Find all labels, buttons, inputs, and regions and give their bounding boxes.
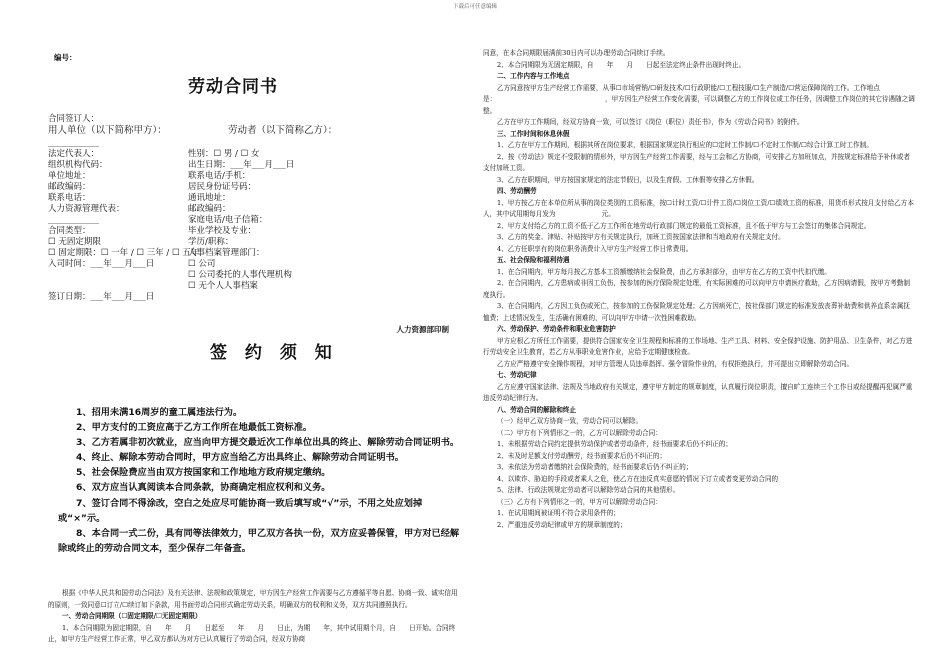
- notice-item: 7、签订合同不得涂改，空白之处应尽可能协商一致后填写或“√”示，不用之处应划掉或“×”示。: [58, 497, 423, 524]
- form-field-label: 签订日期：___年___月___日: [48, 291, 155, 302]
- form-field-label: 合同类型：: [48, 225, 91, 236]
- form-field-label: 家庭电话/电子信箱：: [188, 214, 268, 225]
- form-field-label: 邮政编码：: [48, 181, 91, 192]
- notice-item: 2、甲方支付的工资应高于乙方工作所在地最低工资标准。: [76, 422, 313, 434]
- paragraph: 1、甲方按乙方在本单位所从事的岗位类别的工资标准，按☐计时工资/☐计件工资/☐岗位工资/☐绩效工资的标准，用货币形式按月支付给乙方本人，其中试用期每月发为 元。: [483, 198, 914, 218]
- notice-item: 4、终止、解除本劳动合同时，甲方应当给乙方出具终止、解除劳动合同证明书。: [76, 452, 404, 464]
- form-row: [48, 171, 463, 182]
- notice-item: 1、招用未满16周岁的童工属违法行为。: [76, 407, 243, 418]
- form-row: [48, 204, 463, 215]
- section-heading: 二、工作内容与工作地点: [497, 72, 570, 80]
- form-field-label: ☐ 无固定期限: [48, 236, 101, 247]
- form-row: [48, 193, 463, 204]
- paragraph: 乙方在甲方工作期间，经双方协商一致，可以签订《岗位（职位）责任书》，作为《劳动合同书》的附件。: [497, 118, 804, 126]
- form-field-label: 居民身份证号码：: [188, 181, 257, 192]
- form-field-label: 出生日期：___年___月___日: [188, 159, 295, 170]
- section-heading: 八、劳动合同的解除和终止: [497, 405, 577, 414]
- form-field-label: 组织机构代码：: [48, 159, 108, 170]
- form-row: [48, 292, 463, 303]
- paragraph: 5、法律、行政法规规定劳动者可以解除劳动合同的其他情形。: [497, 486, 680, 494]
- paragraph: 2、未及时足额支付劳动酬劳，经书面要求后仍不纠正的；: [497, 451, 667, 460]
- notice-item: 5、社会保险费应当由双方按国家和工作地地方政府规定缴纳。: [76, 467, 331, 479]
- paragraph: 3、在合同期内，乙方因工负伤或死亡，按参加的工伤保险规定处理；乙方因病死亡，按社保部门规定的标准发放丧葬补助费和供养直系亲属抚恤费；上述情况发生，生活确有困难的，可以向甲方申请一次性困难救助。: [483, 302, 911, 322]
- form-field-label: ☐ 固定期限：☐ 一年 / ☐ 三年 / ☐ 五年: [48, 247, 200, 258]
- form-field-label: 入司时间：___年___月___日: [48, 258, 155, 269]
- paragraph: 1、本合同期限为固定期限，自 年 月 日起至 年 月 日止，为期 年，其中试用期个月，自 日开始。合同终止，如甲方生产经营工作正常，甲乙双方都认为对方已认真履行了劳动合同，经双方协商: [48, 623, 456, 643]
- form-row: [48, 138, 463, 149]
- paragraph: 2、按《劳动法》规定不受限制的情形外，甲方因生产经营工作需要，经与工会和乙方协商，可安排乙方加班加点，并按规定标准给予补休或者支付加班工资。: [483, 152, 911, 172]
- form-field-label: 邮政编码：: [188, 203, 231, 214]
- paragraph: 1、在合同期内，甲方每月按乙方基本工资额缴纳社会保险费，由乙方承担部分，由甲方在乙方的工资中代扣代缴。: [497, 267, 831, 276]
- form-field-label: ____________: [48, 137, 99, 148]
- form-field-label: 联系电话：: [48, 192, 91, 203]
- form-row: [48, 215, 463, 226]
- contract-terms-start: [48, 588, 463, 646]
- paragraph: 2、甲方支付给乙方的工资不低于乙方工作所在地劳动行政部门规定的最低工资标准，且不低于甲方与工会签订的集体合同规定。: [497, 221, 871, 230]
- section-heading: 六、劳动保护、劳动条件和职业危害防护: [497, 325, 616, 333]
- form-field-label: ☐ 公司委托的人事代理机构: [188, 269, 292, 280]
- paragraph: （一）经甲乙双方协商一致，劳动合同可以解除。: [497, 417, 643, 425]
- contract-number-label: 编号：: [54, 53, 77, 62]
- form-row: [48, 248, 463, 259]
- paragraph: （三）乙方有下列情形之一的，甲方可以解除劳动合同：: [497, 497, 662, 506]
- paragraph: 3、乙方的奖金、津贴、补贴按甲方有关规定执行，加班工资按国家法律和当地政府有关规定支付。: [497, 233, 785, 241]
- form-row: [48, 149, 463, 160]
- section-heading: 四、劳动酬劳: [497, 187, 537, 195]
- paragraph: 乙方同意按甲方生产经营工作需要，从事☐市场营销/☐研发技术/☐行政职能/☐工程技服/☐生产制造/☐营运保障岗的工作。工作地点是： ，甲方因生产经营工作变化需要，可以调整乙方的工作岗位或工作任务，因调整工作岗位的其它待遇随之调整。: [483, 83, 915, 115]
- notice-item: 8、本合同一式二份，具有同等法律效力，甲乙双方各执一份，双方应妥善保管，甲方对已经解除或终止的劳动合同文本，至少保存二年备查。: [58, 527, 460, 554]
- law-intro: 根据《中华人民共和国劳动合同法》及有关法律、法规和政策规定，甲方因生产经营工作需要与乙方遵循平等自愿、协商一致、诚实信用的原则，一致同意☐订立/☐续订如下条款，用书面劳动合同形式确定劳动关系，明确双方的权利和义务，双方共同遵照执行。: [48, 589, 458, 609]
- notice-title: 签 约 须 知: [210, 343, 338, 363]
- form-field-label: 通讯地址：: [188, 192, 231, 203]
- form-field-label: 用人单位（以下简称甲方）：: [48, 125, 167, 136]
- form-row: [48, 182, 463, 193]
- form-field-label: 合同签订人：: [48, 114, 100, 124]
- form-field-label: 法定代表人：: [48, 148, 100, 159]
- section-heading: 一、劳动合同期限（☐固定期限/☐无固定期限）: [62, 612, 202, 620]
- form-row: [48, 270, 463, 281]
- form-row: [48, 114, 463, 125]
- paragraph: 1、在试用期间被证明不符合录用条件的；: [497, 509, 620, 517]
- form-field-label: 劳动者（以下简称乙方）：: [228, 125, 338, 136]
- form-row: [48, 281, 463, 292]
- form-field-label: ____________: [48, 214, 99, 225]
- form-row: [48, 259, 463, 270]
- form-field-label: 性别：☐ 男 / ☐ 女: [188, 148, 260, 159]
- paragraph: 3、乙方在职期间，甲方按国家规定的法定节假日，以及生育假、工休假等安排乙方休假。: [497, 175, 759, 184]
- contract-terms-page: [483, 48, 915, 531]
- notice-item: 3、乙方若属非初次就业，应当向甲方提交最近次工作单位出具的终止、解除劳动合同证明书。: [76, 437, 460, 449]
- paragraph: （二）甲方有下列情形之一的，乙方可以解除劳动合同：: [497, 428, 662, 437]
- form-row: [48, 237, 463, 248]
- printer-credit: 人力资源部印制: [396, 325, 449, 334]
- paragraph: 4、乙方任职享有的岗位职务消费计入甲方生产经营工作日常费用。: [497, 244, 693, 253]
- section-heading: 七、劳动纪律: [497, 371, 537, 379]
- form-field-label: 毕业学校及专业：: [188, 225, 257, 236]
- signing-notices: [58, 405, 463, 556]
- paragraph: 乙方应严格遵守安全操作规程，对甲方管理人员违章指挥、强令冒险作业的，有权拒绝执行，并可提出立即解除劳动合同。: [497, 359, 854, 368]
- paragraph: 3、未依法为劳动者缴纳社会保险费的，经书面要求后仍不纠正的；: [497, 463, 693, 471]
- paragraph: 1、乙方在甲方工作期间，根据其所在岗位要求，根据国家规定执行相应的☐定时工作制/☐不定时工作制/☐综合计算工时工作制。: [497, 141, 873, 149]
- header-note: 下载后可任意编辑: [452, 4, 497, 10]
- paragraph: 2、本合同期限为无固定期限，自 年 月 日起至法定终止条件出现时终止。: [497, 60, 746, 69]
- form-field-label: 人事档案管理部门：: [188, 247, 265, 258]
- section-heading: 五、社会保险和福利待遇: [497, 256, 570, 264]
- paragraph: 同意，在本合同期限届满前30日内可以办理劳动合同续订手续。: [483, 49, 670, 57]
- paragraph: 2、在合同期内，乙方患病或非因工负伤，按参加的医疗保险规定处理，有实际困难的可以向甲方申请医疗救助，乙方因病请假，按甲方考勤制度执行。: [483, 279, 911, 299]
- form-field-label: ☐ 公司: [188, 258, 216, 269]
- notice-item: 6、双方应当认真阅读本合同条款，协商确定相应权利和义务。: [76, 482, 331, 494]
- paragraph: 1、未根据劳动合同约定提供劳动保护或者劳动条件，经书面要求后仍不纠正的；: [497, 440, 732, 448]
- form-row: [48, 125, 463, 138]
- paragraph: 2、严重违反劳动纪律或甲方的规章制度的；: [497, 520, 627, 529]
- paragraph: 甲方应根乙方所任工作需要，提供符合国家安全卫生规程和标准的工作场地、生产工具、材料、安全保护设施、防护用品、卫生条件，对乙方进行劳动安全卫生教育，若乙方从事职业危害作业，应给予定期健康检查。: [483, 336, 913, 356]
- form-row: [48, 226, 463, 237]
- paragraph: 乙方应遵守国家法律、法规及当地政府有关规定，遵守甲方制定的规章制度，认真履行岗位职责，擅自旷工连续三个工作日或经提醒再犯属严重违反劳动纪律行为。: [483, 382, 913, 402]
- form-field-label: 学历/职称：: [188, 236, 234, 247]
- form-field-label: 人力资源管理代表：: [48, 203, 125, 214]
- contract-title: 劳动合同书: [188, 77, 278, 97]
- form-row: [48, 160, 463, 171]
- contract-form: [48, 114, 463, 303]
- form-field-label: 单位地址：: [48, 170, 91, 181]
- section-heading: 三、工作时间和休息休假: [497, 129, 570, 138]
- paragraph: 4、以欺诈、胁迫的手段或者乘人之危，使乙方在违反真实意愿的情况下订立或者变更劳动合同的: [497, 474, 779, 483]
- form-field-label: 联系电话/手机：: [188, 170, 251, 181]
- form-field-label: ☐ 无个人人事档案: [188, 280, 258, 291]
